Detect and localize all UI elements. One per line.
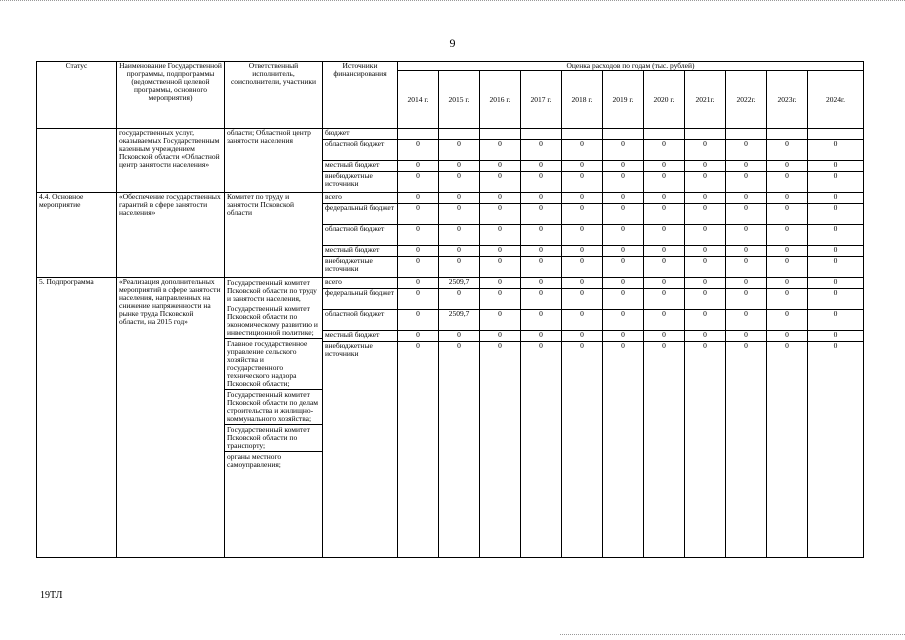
value-cell: 0 — [726, 204, 767, 225]
value-cell: 0 — [685, 278, 726, 289]
value-cell: 0 — [480, 204, 521, 225]
row-program-name: «Реализация дополнительных мероприятий в сфере занятости населения, направленных на снижение напряженности на рынке труда Псковской области, на 2015 год» — [117, 278, 225, 558]
value-cell: 0 — [808, 342, 864, 558]
row-program-name: «Обеспечение государственных гарантий в сфере занятости населения» — [117, 193, 225, 278]
value-cell: 0 — [562, 278, 603, 289]
row-source: областной бюджет — [323, 310, 398, 331]
value-cell: 0 — [644, 140, 685, 161]
value-cell: 0 — [398, 140, 439, 161]
row-program-name: государственных услуг, оказываемых Государственным казенным учреждением Псковской области «Областной центр занятости населения» — [117, 129, 225, 193]
header-year: 2019 г. — [603, 71, 644, 129]
value-cell: 0 — [767, 161, 808, 172]
header-year: 2021г. — [685, 71, 726, 129]
value-cell: 0 — [808, 193, 864, 204]
value-cell — [480, 129, 521, 140]
value-cell: 0 — [808, 140, 864, 161]
value-cell: 0 — [726, 172, 767, 193]
value-cell: 0 — [398, 172, 439, 193]
value-cell: 0 — [480, 161, 521, 172]
table-header-row — [37, 62, 864, 71]
value-cell: 0 — [480, 172, 521, 193]
value-cell: 0 — [480, 331, 521, 342]
value-cell: 0 — [685, 172, 726, 193]
value-cell: 0 — [521, 161, 562, 172]
row-source: внебюджетные источники — [323, 342, 398, 558]
value-cell: 0 — [439, 172, 480, 193]
value-cell — [808, 129, 864, 140]
value-cell: 0 — [439, 140, 480, 161]
row-source: бюджет — [323, 129, 398, 140]
value-cell: 0 — [726, 331, 767, 342]
value-cell: 0 — [398, 246, 439, 257]
value-cell: 0 — [521, 310, 562, 331]
value-cell: 0 — [562, 161, 603, 172]
value-cell: 0 — [644, 331, 685, 342]
header-estimate: Оценка расходов по годам (тыс. рублей) — [398, 62, 864, 71]
value-cell: 0 — [767, 193, 808, 204]
value-cell: 0 — [726, 310, 767, 331]
value-cell: 0 — [685, 342, 726, 558]
header-year: 2020 г. — [644, 71, 685, 129]
row-source: федеральный бюджет — [323, 204, 398, 225]
row-source: внебюджетные источники — [323, 172, 398, 193]
value-cell: 0 — [685, 193, 726, 204]
value-cell: 0 — [521, 193, 562, 204]
value-cell: 0 — [603, 193, 644, 204]
value-cell: 0 — [562, 342, 603, 558]
header-year: 2017 г. — [521, 71, 562, 129]
value-cell: 0 — [562, 289, 603, 310]
value-cell: 0 — [521, 246, 562, 257]
value-cell: 0 — [767, 310, 808, 331]
header-year: 2024г. — [808, 71, 864, 129]
value-cell: 0 — [562, 193, 603, 204]
value-cell: 0 — [808, 161, 864, 172]
value-cell: 0 — [644, 257, 685, 278]
value-cell: 0 — [685, 289, 726, 310]
value-cell: 0 — [603, 310, 644, 331]
value-cell: 0 — [439, 193, 480, 204]
value-cell: 0 — [767, 331, 808, 342]
value-cell: 0 — [726, 257, 767, 278]
row-source: всего — [323, 278, 398, 289]
value-cell: 0 — [644, 289, 685, 310]
value-cell: 0 — [439, 331, 480, 342]
header-year: 2022г. — [726, 71, 767, 129]
value-cell — [398, 129, 439, 140]
value-cell: 0 — [603, 140, 644, 161]
value-cell: 0 — [726, 140, 767, 161]
value-cell: 2509,7 — [439, 278, 480, 289]
value-cell: 0 — [521, 225, 562, 246]
value-cell: 0 — [726, 161, 767, 172]
row-status: 4.4. Основное мероприятие — [37, 193, 117, 278]
value-cell: 0 — [726, 246, 767, 257]
value-cell: 0 — [808, 278, 864, 289]
page-number: 9 — [449, 36, 456, 50]
row-executor: Комитет по труду и занятости Псковской области — [225, 193, 323, 278]
table-row — [37, 278, 864, 289]
expense-table — [36, 61, 864, 558]
table-row — [37, 129, 864, 140]
value-cell: 0 — [562, 310, 603, 331]
row-source: областной бюджет — [323, 225, 398, 246]
value-cell: 0 — [398, 193, 439, 204]
value-cell: 0 — [398, 310, 439, 331]
value-cell: 0 — [767, 246, 808, 257]
value-cell: 0 — [398, 331, 439, 342]
value-cell: 0 — [685, 225, 726, 246]
executor-part: Государственный комитет Псковской области по труду и занятости населения, — [227, 278, 317, 303]
value-cell: 0 — [808, 225, 864, 246]
value-cell: 0 — [685, 310, 726, 331]
row-source: всего — [323, 193, 398, 204]
value-cell — [685, 129, 726, 140]
row-source: местный бюджет — [323, 246, 398, 257]
footer-code: 19ТЛ — [40, 590, 63, 601]
row-source: местный бюджет — [323, 331, 398, 342]
value-cell: 0 — [808, 246, 864, 257]
value-cell: 0 — [808, 204, 864, 225]
value-cell: 0 — [480, 342, 521, 558]
value-cell: 0 — [439, 342, 480, 558]
value-cell: 0 — [562, 331, 603, 342]
row-executor: области; Областной центр занятости населения — [225, 129, 323, 193]
value-cell: 0 — [521, 257, 562, 278]
value-cell: 0 — [767, 140, 808, 161]
value-cell: 0 — [808, 331, 864, 342]
value-cell: 0 — [644, 204, 685, 225]
bottom-border-line — [560, 634, 905, 635]
value-cell: 0 — [439, 225, 480, 246]
value-cell: 0 — [603, 257, 644, 278]
value-cell: 2509,7 — [439, 310, 480, 331]
value-cell: 0 — [767, 289, 808, 310]
value-cell: 0 — [603, 342, 644, 558]
value-cell — [767, 129, 808, 140]
value-cell: 0 — [767, 342, 808, 558]
value-cell: 0 — [562, 246, 603, 257]
executor-part: Главное государственное управление сельского хозяйства и государственного технического надзора Псковской области; — [225, 338, 322, 389]
value-cell: 0 — [480, 278, 521, 289]
value-cell: 0 — [767, 204, 808, 225]
value-cell: 0 — [521, 140, 562, 161]
value-cell: 0 — [644, 161, 685, 172]
header-executor: Ответственный исполнитель, соисполнители, участники — [225, 62, 323, 129]
row-executor — [225, 278, 323, 558]
value-cell: 0 — [439, 246, 480, 257]
header-year: 2016 г. — [480, 71, 521, 129]
value-cell: 0 — [398, 161, 439, 172]
value-cell: 0 — [603, 246, 644, 257]
row-source: местный бюджет — [323, 161, 398, 172]
value-cell — [521, 129, 562, 140]
header-year: 2018 г. — [562, 71, 603, 129]
value-cell: 0 — [562, 257, 603, 278]
value-cell: 0 — [726, 193, 767, 204]
value-cell: 0 — [808, 172, 864, 193]
value-cell: 0 — [398, 289, 439, 310]
value-cell — [726, 129, 767, 140]
value-cell: 0 — [562, 204, 603, 225]
value-cell: 0 — [644, 310, 685, 331]
value-cell: 0 — [521, 289, 562, 310]
value-cell: 0 — [726, 342, 767, 558]
value-cell: 0 — [562, 140, 603, 161]
value-cell — [603, 129, 644, 140]
value-cell: 0 — [808, 310, 864, 331]
header-year: 2023г. — [767, 71, 808, 129]
value-cell: 0 — [603, 278, 644, 289]
value-cell: 0 — [767, 278, 808, 289]
value-cell: 0 — [726, 225, 767, 246]
value-cell: 0 — [767, 257, 808, 278]
value-cell: 0 — [439, 204, 480, 225]
value-cell: 0 — [603, 172, 644, 193]
value-cell: 0 — [767, 172, 808, 193]
executor-part: Государственный комитет Псковской области по делам строительства и жилищно-коммунального хозяйства; — [225, 389, 322, 424]
value-cell: 0 — [808, 257, 864, 278]
value-cell: 0 — [521, 331, 562, 342]
value-cell: 0 — [398, 225, 439, 246]
value-cell: 0 — [521, 278, 562, 289]
executor-part: Государственный комитет Псковской области по экономическому развитию и инвестиционной политике; — [227, 304, 318, 337]
header-year: 2015 г. — [439, 71, 480, 129]
value-cell: 0 — [480, 193, 521, 204]
value-cell: 0 — [480, 257, 521, 278]
value-cell: 0 — [685, 161, 726, 172]
value-cell — [562, 129, 603, 140]
value-cell: 0 — [644, 246, 685, 257]
value-cell: 0 — [603, 289, 644, 310]
row-source: областной бюджет — [323, 140, 398, 161]
value-cell: 0 — [603, 161, 644, 172]
value-cell: 0 — [439, 289, 480, 310]
executor-part: Государственный комитет Псковской области по транспорту; — [225, 424, 322, 451]
value-cell: 0 — [767, 225, 808, 246]
value-cell: 0 — [480, 140, 521, 161]
value-cell — [644, 129, 685, 140]
executor-part: органы местного самоуправления; — [225, 451, 322, 470]
header-status: Статус — [37, 62, 117, 129]
value-cell: 0 — [685, 204, 726, 225]
header-year: 2014 г. — [398, 71, 439, 129]
row-status: 5. Подпрограмма — [37, 278, 117, 558]
value-cell: 0 — [644, 193, 685, 204]
row-status — [37, 129, 117, 193]
value-cell: 0 — [685, 246, 726, 257]
table-row — [37, 193, 864, 204]
value-cell: 0 — [644, 342, 685, 558]
header-name: Наименование Государственной программы, подпрограммы (ведомственной целевой программы, основного мероприятия) — [117, 62, 225, 129]
value-cell: 0 — [521, 172, 562, 193]
value-cell: 0 — [685, 140, 726, 161]
value-cell: 0 — [603, 331, 644, 342]
value-cell: 0 — [439, 257, 480, 278]
value-cell: 0 — [480, 310, 521, 331]
value-cell: 0 — [480, 225, 521, 246]
value-cell: 0 — [398, 278, 439, 289]
value-cell: 0 — [808, 289, 864, 310]
value-cell: 0 — [439, 161, 480, 172]
value-cell: 0 — [521, 204, 562, 225]
row-source: внебюджетные источники — [323, 257, 398, 278]
value-cell: 0 — [398, 204, 439, 225]
value-cell — [439, 129, 480, 140]
value-cell: 0 — [480, 246, 521, 257]
value-cell: 0 — [521, 342, 562, 558]
value-cell: 0 — [644, 225, 685, 246]
value-cell: 0 — [398, 257, 439, 278]
value-cell: 0 — [398, 342, 439, 558]
row-source: федеральный бюджет — [323, 289, 398, 310]
value-cell: 0 — [685, 331, 726, 342]
value-cell: 0 — [562, 172, 603, 193]
value-cell: 0 — [685, 257, 726, 278]
top-border-line — [0, 0, 905, 4]
value-cell: 0 — [726, 289, 767, 310]
value-cell: 0 — [603, 204, 644, 225]
value-cell: 0 — [644, 278, 685, 289]
value-cell: 0 — [603, 225, 644, 246]
value-cell: 0 — [562, 225, 603, 246]
header-sources: Источники финансирования — [323, 62, 398, 129]
value-cell: 0 — [644, 172, 685, 193]
value-cell: 0 — [726, 278, 767, 289]
value-cell: 0 — [480, 289, 521, 310]
